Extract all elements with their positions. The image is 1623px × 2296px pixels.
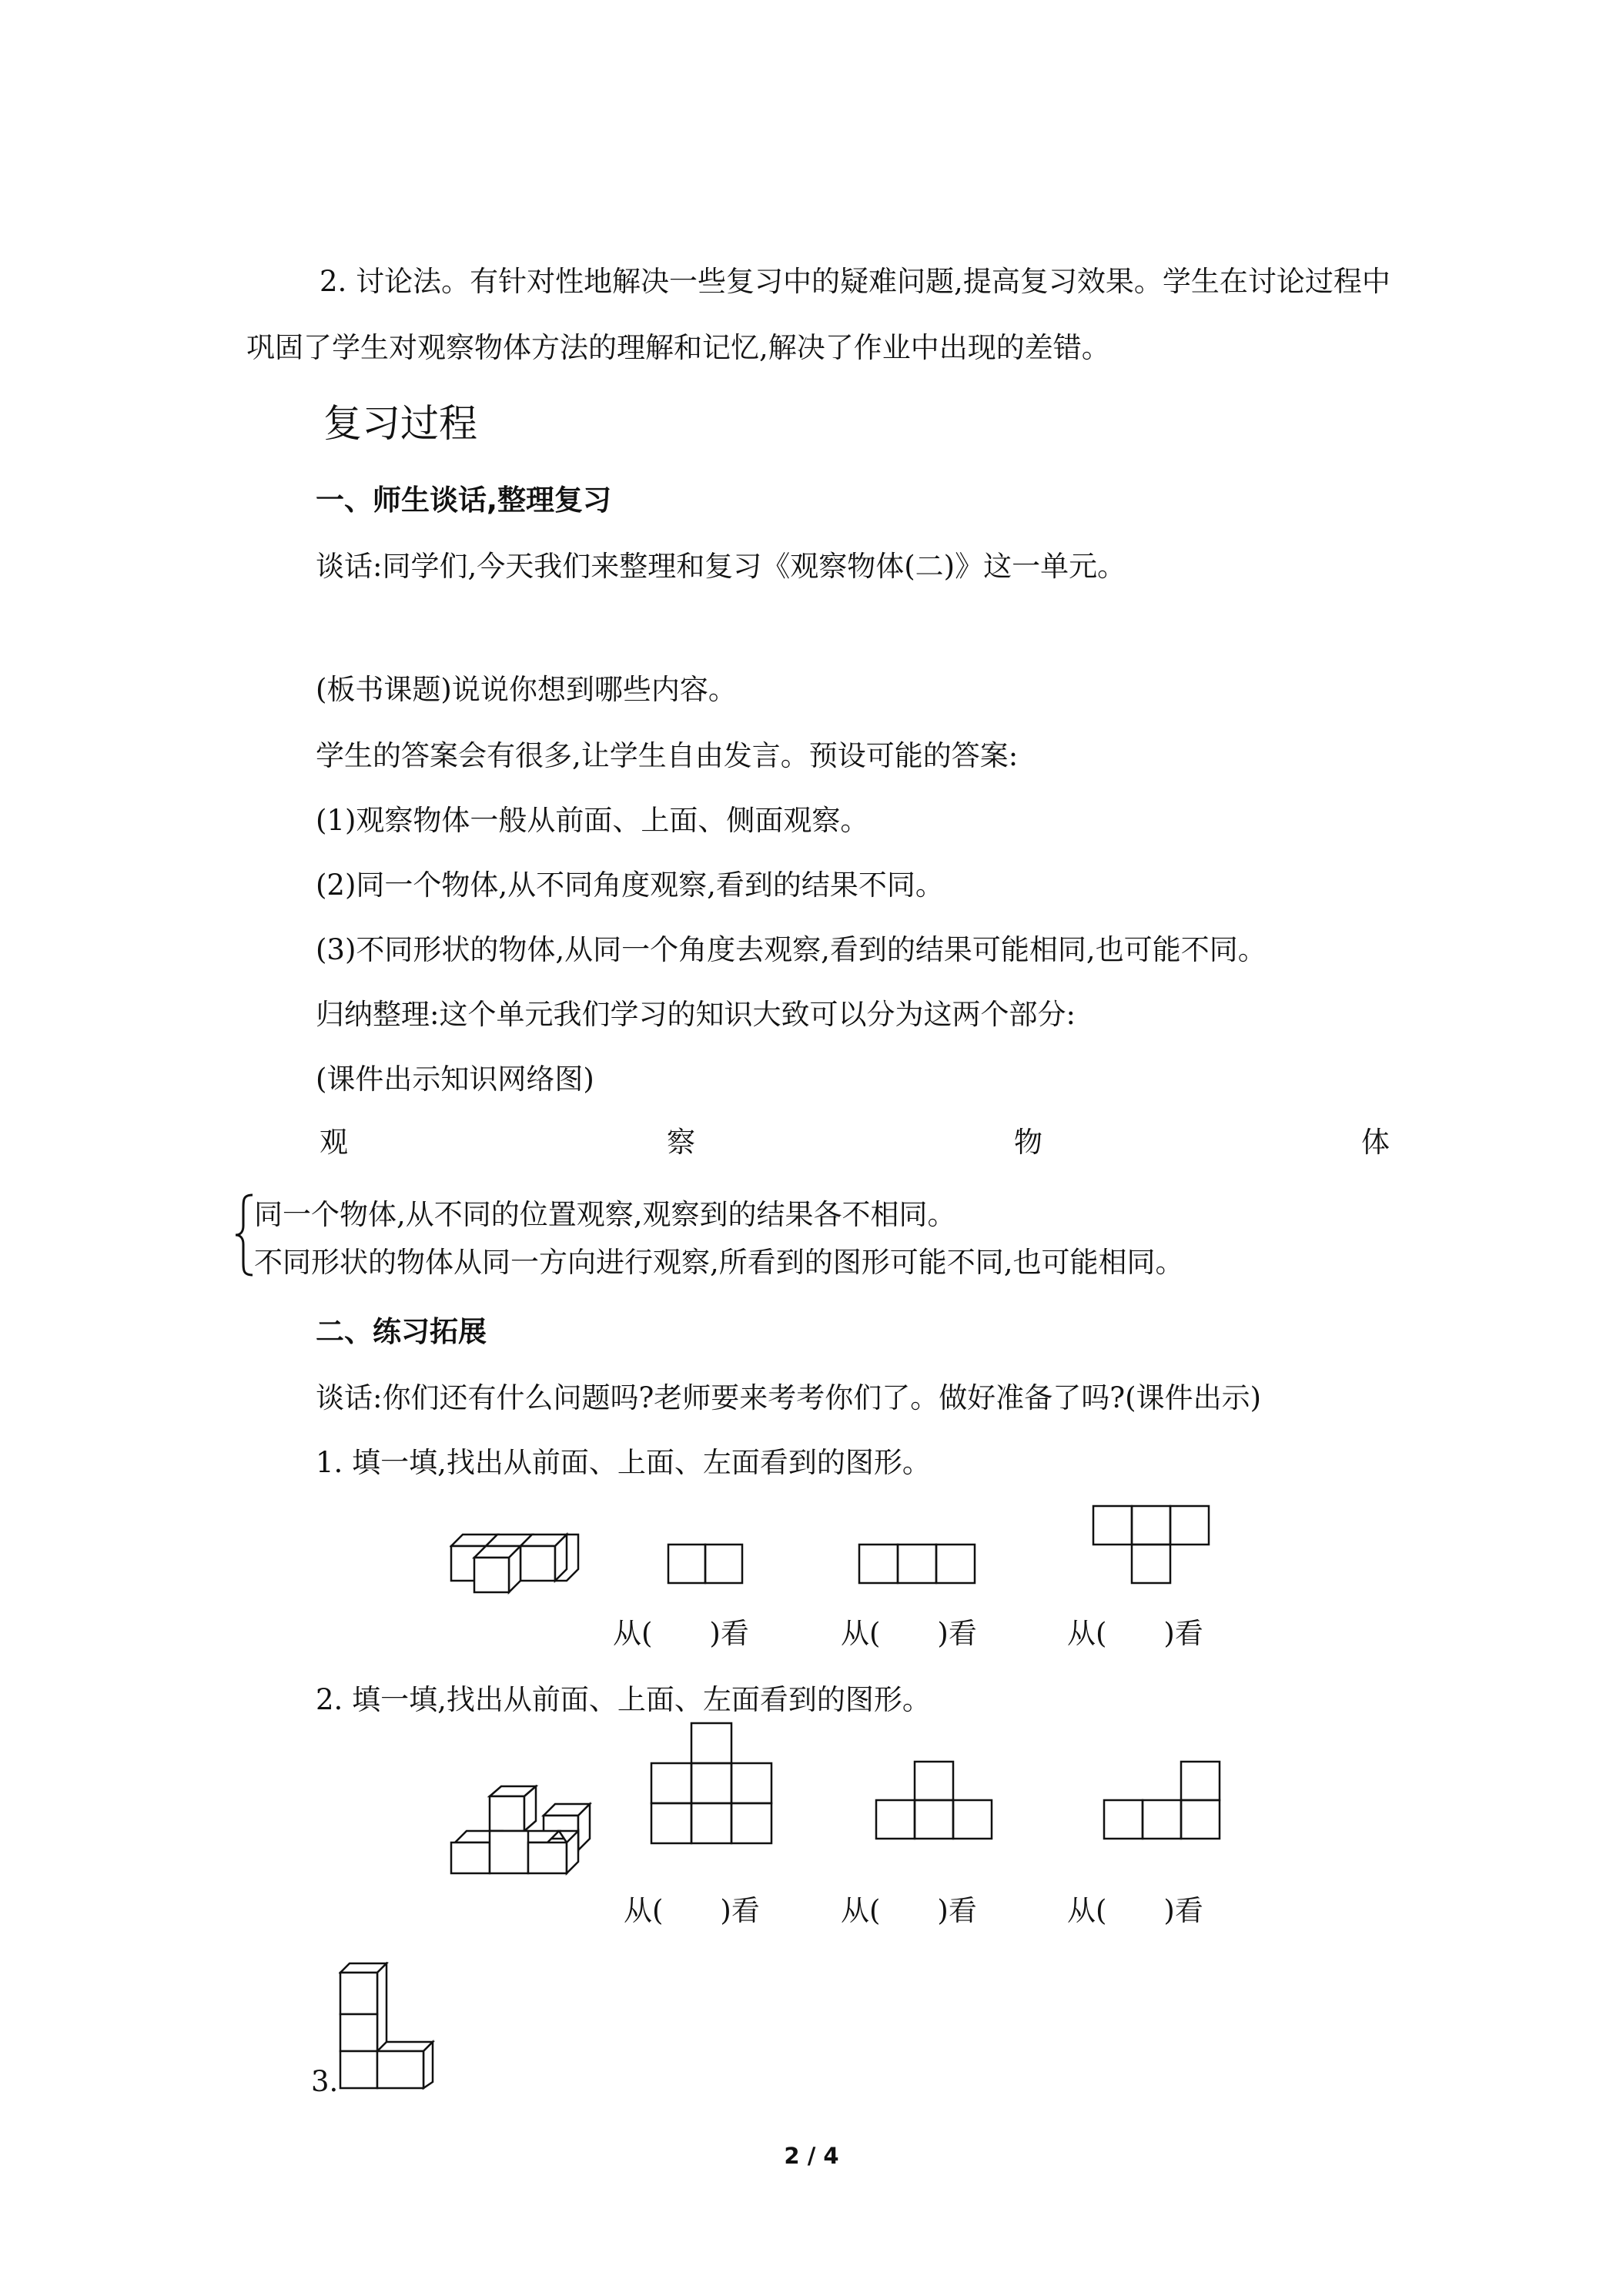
q1-view-t-shape [1092,1504,1210,1586]
network-title-char: 物 [1014,1126,1042,1159]
q2-cube-figure [450,1785,604,1877]
question-2: 2. 填一填,找出从前面、上面、左面看到的图形。 [316,1683,931,1716]
network-title-char: 察 [667,1126,695,1159]
network-title [320,1124,1390,1161]
q1-caption-1: 从( )看 [613,1617,749,1650]
answer-3: (3)不同形状的物体,从同一个角度去观察,看到的结果可能相同,也可能不同。 [316,933,1267,966]
question-3-label: 3. [311,2065,339,2098]
network-title-char: 体 [1361,1126,1390,1159]
summary: 归纳整理:这个单元我们学习的知识大致可以分为这两个部分: [316,998,1076,1031]
answer-2: (2)同一个物体,从不同角度观察,看到的结果不同。 [316,869,944,902]
q1-view-two-squares [667,1543,744,1586]
question-1: 1. 填一填,找出从前面、上面、左面看到的图形。 [316,1446,931,1479]
q2-caption-1: 从( )看 [624,1894,760,1927]
network-title-char: 观 [320,1126,348,1159]
network-branch-1: 同一个物体,从不同的位置观察,观察到的结果各不相同。 [254,1198,956,1231]
part1-board: (板书课题)说说你想到哪些内容。 [316,673,737,706]
part2-title: 二、练习拓展 [316,1315,487,1348]
q2-view-l-shape [1101,1760,1223,1843]
paragraph-discussion-line1: 2. 讨论法。有针对性地解决一些复习中的疑难问题,提高复习效果。学生在讨论过程中 [320,265,1390,298]
q2-caption-3: 从( )看 [1067,1894,1203,1927]
paragraph-discussion-line2: 巩固了学生对观察物体方法的理解和记忆,解决了作业中出现的差错。 [246,331,1110,364]
q2-caption-2: 从( )看 [841,1894,977,1927]
q1-caption-3: 从( )看 [1067,1617,1203,1650]
q2-view-step-shape [873,1760,995,1843]
answer-1: (1)观察物体一般从前面、上面、侧面观察。 [316,804,869,837]
part2-talk: 谈话:你们还有什么问题吗?老师要来考考你们了。做好准备了吗?(课件出示) [316,1381,1262,1414]
page-number: 2 / 4 [784,2143,839,2169]
courseware-note: (课件出示知识网络图) [316,1063,594,1096]
q1-view-three-squares [858,1543,976,1586]
part1-answers-intro: 学生的答案会有很多,让学生自由发言。预设可能的答案: [316,739,1019,772]
left-brace-icon [233,1192,256,1278]
part1-title: 一、师生谈话,整理复习 [316,484,612,517]
network-branch-2: 不同形状的物体从同一方向进行观察,所看到的图形可能不同,也可能相同。 [254,1246,1184,1279]
q1-cube-figure [450,1531,588,1600]
part1-talk: 谈话:同学们,今天我们来整理和复习《观察物体(二)》这一单元。 [316,550,1126,583]
q1-caption-2: 从( )看 [841,1617,977,1650]
q3-cube-figure [339,1962,439,2093]
section-heading: 复习过程 [323,401,477,446]
q2-view-pyramid-shape [648,1722,775,1848]
